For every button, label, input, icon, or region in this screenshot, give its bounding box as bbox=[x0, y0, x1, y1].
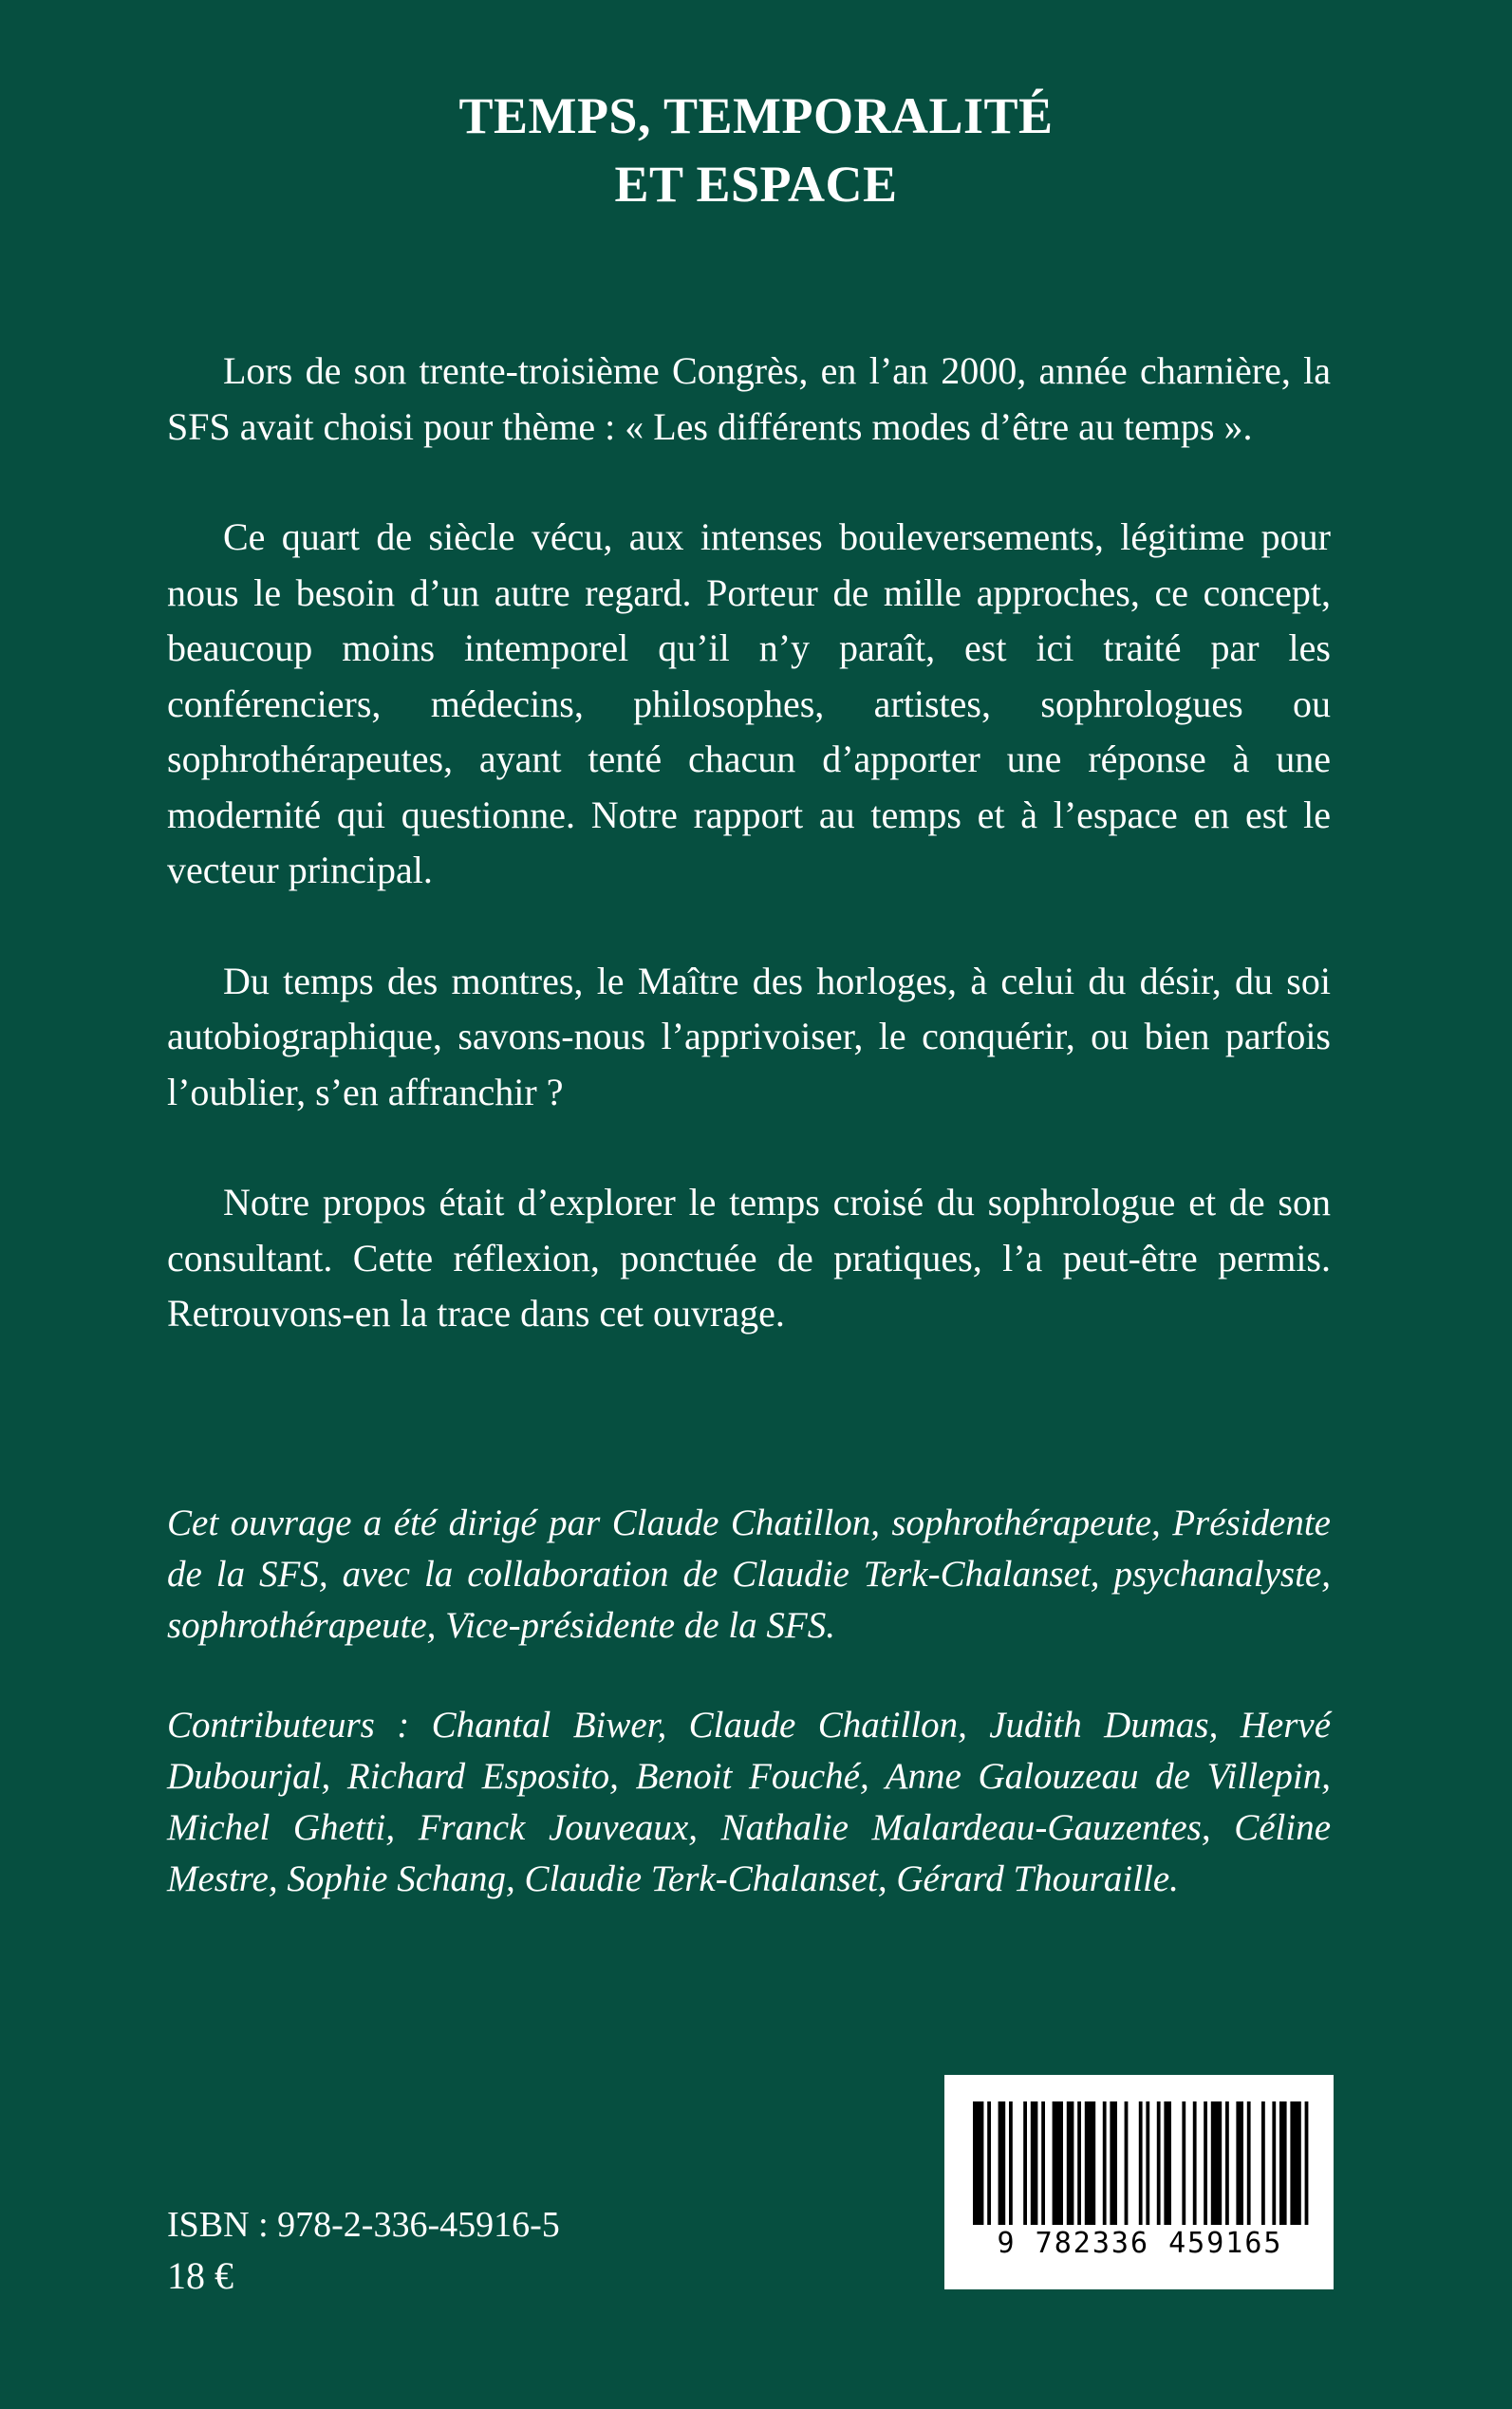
barcode-bar bbox=[1211, 2101, 1222, 2229]
barcode-bar bbox=[1041, 2101, 1045, 2229]
title-line-2: ET ESPACE bbox=[614, 156, 898, 213]
blurb-paragraph-3: Du temps des montres, le Maître des horloges, à celui du désir, du soi autobiographique, savons-nous l’apprivoiser, le conquérir, ou bien parfois l’oublier, s’en affranchir ? bbox=[167, 959, 1331, 1113]
blurb bbox=[167, 344, 1331, 1397]
barcode-bar bbox=[1009, 2101, 1013, 2229]
barcode-bar bbox=[1023, 2101, 1027, 2229]
barcode-bar bbox=[1164, 2101, 1171, 2229]
barcode-bar bbox=[1077, 2101, 1081, 2229]
barcode-bar bbox=[1157, 2101, 1161, 2229]
barcode-bar bbox=[1236, 2101, 1243, 2229]
barcode-bar bbox=[1204, 2101, 1207, 2229]
barcode-bar bbox=[1247, 2101, 1251, 2229]
barcode-bar bbox=[1139, 2101, 1143, 2229]
title-line-1: TEMPS, TEMPORALITÉ bbox=[458, 87, 1054, 144]
credits bbox=[167, 1498, 1331, 1953]
barcode-bar bbox=[1272, 2101, 1276, 2229]
barcode-bar bbox=[1125, 2101, 1129, 2229]
barcode-bar bbox=[1279, 2101, 1287, 2229]
barcode-bar bbox=[1067, 2101, 1074, 2229]
barcode-bar bbox=[999, 2101, 1006, 2229]
barcode-bar bbox=[1053, 2101, 1063, 2229]
barcode-bar bbox=[1193, 2101, 1197, 2229]
barcode-bar bbox=[1225, 2101, 1229, 2229]
barcode bbox=[944, 2075, 1334, 2289]
barcode-bar bbox=[1261, 2101, 1265, 2229]
barcode-bar bbox=[1103, 2101, 1107, 2229]
blurb-paragraph-1: Lors de son trente-troisième Congrès, en l’an 2000, année charnière, la SFS avait choisi pour thème : « Les différents modes d’être au temps ». bbox=[167, 349, 1331, 448]
barcode-bar bbox=[1305, 2101, 1309, 2229]
blurb-paragraph-2: Ce quart de siècle vécu, aux intenses bouleversements, légitime pour nous le besoin d’un autre regard. Porteur de mille approches, ce concept, beaucoup moins intemporel qu’il n’y paraît, est ici traité par les conférenciers, médecins, philosophes, artistes, sophrologues ou sophrothérapeutes, ayant tenté chacun d’apporter une réponse à une modernité qui questionne. Notre rapport au temps et à l’espace en est le vecteur principal. bbox=[167, 515, 1331, 891]
barcode-digits: 9 782336 459165 bbox=[969, 2225, 1311, 2263]
barcode-bar bbox=[1146, 2101, 1149, 2229]
price: 18 € bbox=[167, 2254, 233, 2297]
barcode-bar bbox=[1290, 2101, 1300, 2229]
book-title bbox=[0, 82, 1512, 218]
barcode-bar bbox=[1085, 2101, 1095, 2229]
credits-direction: Cet ouvrage a été dirigé par Claude Chatillon, sophrothérapeute, Présidente de la SFS, avec la collaboration de Claudie Terk-Chalanset, psychanalyste, sophrothérapeute, Vice-présidente de la SFS. bbox=[167, 1503, 1331, 1646]
credits-contributors: Contributeurs : Chantal Biwer, Claude Chatillon, Judith Dumas, Hervé Dubourjal, Richard Esposito, Benoit Fouché, Anne Galouzeau de Villepin, Michel Ghetti, Franck Jouveaux, Nathalie Malardeau-Gauzentes, Céline Mestre, Sophie Schang, Claudie Terk-Chalanset, Gérard Thouraille. bbox=[167, 1705, 1331, 1899]
barcode-bar bbox=[1031, 2101, 1038, 2229]
isbn: ISBN : 978-2-336-45916-5 bbox=[167, 2205, 560, 2245]
barcode-bar bbox=[1110, 2101, 1117, 2229]
barcode-bar bbox=[1182, 2101, 1185, 2229]
blurb-paragraph-4: Notre propos était d’explorer le temps croisé du sophrologue et de son consultant. Cette réflexion, ponctuée de pratiques, l’a peut-être permis. Retrouvons-en la trace dans cet ouvrage. bbox=[167, 1181, 1331, 1335]
